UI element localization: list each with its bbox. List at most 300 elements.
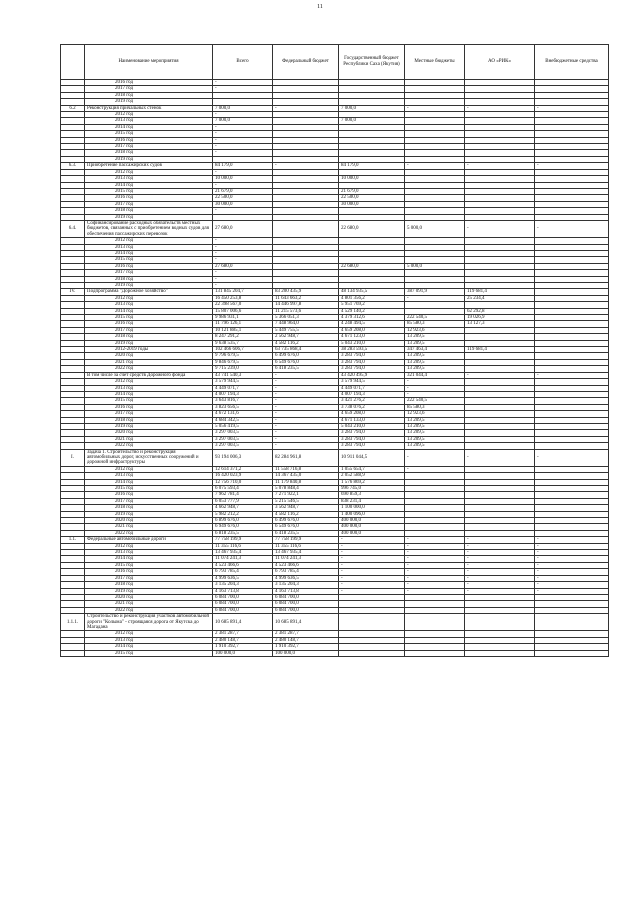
row-name: 2019 год [85,340,213,346]
cell-rik [465,650,535,656]
cell-total: 6 818 235,5 [213,530,273,536]
row-name: 2013 год [85,385,213,391]
row-name: 2015 год [85,257,213,263]
cell-federal: 11 215 573,6 [273,308,339,314]
cell-local: - [405,575,465,581]
cell-federal: 11 355 116,6 [273,543,339,549]
cell-local: - [405,163,465,169]
cell-federal: 5 449 755,5 [273,327,339,333]
cell-federal: 11 179 840,8 [273,479,339,485]
header-rik: АО «РИК» [465,45,535,80]
row-name: 2019 год [85,283,213,289]
cell-local: 13 209,5 [405,436,465,442]
cell-local [405,614,465,631]
row-name: Приобретение пассажирских судов [85,163,213,169]
cell-total: 16 450 253,8 [213,295,273,301]
row-name: 2014 год [85,250,213,256]
cell-state: 3 579 944,5 [339,379,405,385]
cell-total: 3 643 816,7 [213,398,273,404]
cell-state: - [339,543,405,549]
cell-federal: - [273,443,339,449]
row-name: 2014 год [85,124,213,130]
row-name: 2019 год [85,99,213,105]
cell-local: 13 209,5 [405,430,465,436]
row-name: 2021 год [85,359,213,365]
cell-total: - [213,276,273,282]
cell-state [339,614,405,631]
cell-state: 3 421 276,2 [339,398,405,404]
row-name: 2015 год [85,398,213,404]
cell-total: 4 662 948,7 [213,505,273,511]
row-name: 2022 год [85,530,213,536]
row-name: Софинансирование расходных обязательств местных бюджетов, связанных с приобретением водных судов для обеспечения пассажирских перевозок [85,220,213,237]
cell-state: 1 055 654,7 [339,466,405,472]
table-row [61,614,609,631]
cell-total: 12 756 710,0 [213,479,273,485]
cell-state: 5 951 769,2 [339,302,405,308]
cell-local: 222 540,5 [405,398,465,404]
cell-local: 321 044,4 [405,372,465,378]
cell-rik: - [465,575,535,581]
cell-total: - [213,257,273,263]
cell-total: 9 638 535,7 [213,340,273,346]
cell-state: - [339,537,405,543]
row-name: 2014 год [85,182,213,188]
cell-extrabudgetary: - [535,575,609,581]
cell-total: 6 084 700,0 [213,594,273,600]
cell-local: 13 209,5 [405,443,465,449]
cell-federal: 6 549 676,0 [273,524,339,530]
cell-state: 4 671 123,0 [339,334,405,340]
header-state-budget: Государственный бюджет Республики Саха (Якутия) [339,45,405,80]
cell-local: - [405,391,465,397]
row-name: 2017 год [85,575,213,581]
cell-federal: - [273,436,339,442]
row-name: 2018 год [85,208,213,214]
cell-total: 1 910 392,7 [213,644,273,650]
cell-local: - [405,379,465,385]
cell-total: 2 381 287,7 [213,631,273,637]
cell-total: 5 056 419,5 [213,423,273,429]
row-name: 2016 год [85,195,213,201]
cell-state: 4 379 312,6 [339,315,405,321]
table-row [61,220,609,237]
cell-rik [465,614,535,631]
cell-total: 10 121 885,1 [213,327,273,333]
cell-extrabudgetary: - [535,372,609,378]
cell-total: 11 355 116,6 [213,543,273,549]
row-name: 2015 год [85,315,213,321]
cell-total: - [213,270,273,276]
cell-total: 21 679,0 [213,188,273,194]
cell-local: - [405,556,465,562]
row-name: 2015 год [85,131,213,137]
cell-state: 838 231,4 [339,498,405,504]
row-name: 2016 год [85,404,213,410]
cell-total: 3 297 003,5 [213,430,273,436]
row-name: 2018 год [85,334,213,340]
cell-total: 22 398 567,0 [213,302,273,308]
cell-federal: 2 381 287,7 [273,631,339,637]
row-number: 6.3. [61,163,85,169]
cell-extrabudgetary: - [535,163,609,169]
cell-state [339,650,405,656]
cell-total: 6 084 700,0 [213,601,273,607]
cell-federal: 63 735 868,4 [273,347,339,353]
row-name: 2012 год [85,631,213,637]
cell-federal: 3 562 948,7 [273,505,339,511]
row-name: 2019 год [85,156,213,162]
cell-state: 4 659 208,0 [339,327,405,333]
cell-total: 4 163 713,8 [213,588,273,594]
cell-rik: 25 234,4 [465,295,535,301]
cell-total: - [213,283,273,289]
cell-federal: 7 448 964,0 [273,321,339,327]
row-name: 2020 год [85,594,213,600]
cell-federal: 6 084 700,0 [273,594,339,600]
row-name: 2017 год [85,201,213,207]
cell-state: 4 529 140,2 [339,308,405,314]
cell-total: 3 135 204,3 [213,582,273,588]
cell-state: 5 043 210,0 [339,340,405,346]
row-name: 2019 год [85,511,213,517]
row-name: 2014 год [85,556,213,562]
cell-state: 7 000,0 [339,118,405,124]
cell-state: 10 911 044,5 [339,449,405,466]
cell-local: 13 209,5 [405,366,465,372]
cell-total: 22 500,0 [213,195,273,201]
row-name: 2012 год [85,295,213,301]
cell-total: 9 796 679,5 [213,353,273,359]
row-name: 2021 год [85,436,213,442]
cell-federal: 2 562 948,7 [273,334,339,340]
cell-federal: 6 549 676,0 [273,359,339,365]
row-name: 2020 год [85,518,213,524]
cell-extrabudgetary: - [535,105,609,111]
cell-total: - [213,208,273,214]
cell-local: 12 923,6 [405,327,465,333]
cell-local: 387 091,9 [405,289,465,295]
row-name: 2016 год [85,137,213,143]
row-number: IV. [61,289,85,295]
cell-local: - [405,562,465,568]
row-name: 2014 год [85,391,213,397]
row-name: Федеральные автомобильные дороги [85,537,213,543]
cell-federal: 5 366 051,3 [273,315,339,321]
cell-state: 3 283 794,0 [339,353,405,359]
cell-federal: 77 758 199,9 [273,537,339,543]
budget-table [60,44,609,657]
row-name: Подпрограмма "Дорожное хозяйство" [85,289,213,295]
cell-local: 85 580,3 [405,321,465,327]
cell-total: - [213,182,273,188]
cell-federal: 10 685 891,4 [273,614,339,631]
row-name: 2012 год [85,379,213,385]
row-name: 2013 год [85,244,213,250]
row-name: 2012 год [85,112,213,118]
cell-state: 2 052 588,9 [339,473,405,479]
cell-state: 1 100 000,0 [339,505,405,511]
cell-local: 85 580,3 [405,404,465,410]
cell-total: - [213,169,273,175]
row-name: 2012-2019 годы [85,347,213,353]
cell-state: - [339,550,405,556]
cell-state: 3 283 794,0 [339,359,405,365]
cell-total: - [213,131,273,137]
cell-rik: 119 681,4 [465,289,535,295]
cell-federal: 5 215 546,5 [273,498,339,504]
cell-state: 1 576 869,2 [339,479,405,485]
cell-total: 77 758 199,9 [213,537,273,543]
cell-rik: 19 026,9 [465,315,535,321]
cell-local: 13 209,5 [405,340,465,346]
cell-federal: - [273,372,339,378]
cell-total: - [213,238,273,244]
header-federal-budget: Федеральный бюджет [273,45,339,80]
row-name: 2022 год [85,443,213,449]
cell-state: 38 283 593,5 [339,347,405,353]
cell-total: 3 823 656,5 [213,404,273,410]
cell-federal: 4 999 636,5 [273,575,339,581]
row-name: 2013 год [85,302,213,308]
row-name: 2015 год [85,188,213,194]
cell-federal: - [273,423,339,429]
cell-federal: - [273,417,339,423]
row-name: 2019 год [85,214,213,220]
row-name: 2018 год [85,150,213,156]
page-number: 11 [317,4,323,10]
row-name: 2017 год [85,411,213,417]
cell-local: 347 463,4 [405,347,465,353]
cell-state: 22 680,0 [339,220,405,237]
row-name: 2018 год [85,582,213,588]
cell-federal: 13 467 935,4 [273,550,339,556]
row-name: 2020 год [85,430,213,436]
cell-total: 3 297 003,5 [213,436,273,442]
cell-federal: 11 558 716,8 [273,466,339,472]
row-number: I. [61,449,85,466]
cell-state: 400 000,0 [339,518,405,524]
row-name: 2017 год [85,498,213,504]
cell-state: - [339,575,405,581]
cell-total: - [213,124,273,130]
row-number [61,650,85,656]
cell-rik: - [465,220,535,237]
cell-state: 4 007 194,3 [339,391,405,397]
cell-total: 6 793 785,4 [213,569,273,575]
cell-total: 8 247 291,2 [213,334,273,340]
cell-extrabudgetary: - [535,569,609,575]
cell-total: - [213,112,273,118]
cell-federal: - [273,391,339,397]
cell-total: - [213,144,273,150]
row-name: 2017 год [85,270,213,276]
cell-total: - [213,80,273,86]
cell-local: - [405,543,465,549]
cell-state: 996 745,0 [339,486,405,492]
cell-total: 12 614 371,2 [213,466,273,472]
cell-total: - [213,137,273,143]
row-number: 1.1. [61,537,85,543]
cell-state: 3 283 794,0 [339,436,405,442]
row-name: 2022 год [85,366,213,372]
cell-state: 4 659 208,0 [339,411,405,417]
cell-rik: - [465,543,535,549]
cell-total: 131 845 204,7 [213,289,273,295]
cell-extrabudgetary [535,614,609,631]
cell-state: 22 500,0 [339,195,405,201]
cell-extrabudgetary: - [535,537,609,543]
cell-federal [273,220,339,237]
cell-rik: - [465,537,535,543]
cell-rik: - [465,372,535,378]
cell-total: - [213,86,273,92]
cell-total: 6 949 676,0 [213,524,273,530]
cell-state: - [339,588,405,594]
cell-federal: 6 418 235,5 [273,530,339,536]
cell-extrabudgetary: - [535,449,609,466]
row-name: 2021 год [85,524,213,530]
cell-total: 4 999 636,5 [213,575,273,581]
cell-extrabudgetary: - [535,588,609,594]
cell-federal: 11 074 241,3 [273,556,339,562]
cell-total: 102 466 606,7 [213,347,273,353]
cell-state: - [339,562,405,568]
cell-rik: 13 127,3 [465,321,535,327]
row-name: 2013 год [85,550,213,556]
row-name: 2014 год [85,644,213,650]
cell-extrabudgetary: - [535,543,609,549]
cell-federal: 6 499 676,0 [273,518,339,524]
cell-state: 4 248 494,5 [339,321,405,327]
cell-state: 3 283 794,0 [339,443,405,449]
cell-rik: - [465,163,535,169]
row-name: 2012 год [85,238,213,244]
table-header-row [61,45,609,80]
cell-federal: 4 523 466,6 [273,562,339,568]
row-name: 2013 год [85,473,213,479]
cell-total: 7 000,0 [213,105,273,111]
cell-total: 5 982 212,2 [213,511,273,517]
cell-total: 11 796 126,1 [213,321,273,327]
cell-total: 100 000,0 [213,650,273,656]
cell-total: 16 420 023,9 [213,473,273,479]
row-name: 2015 год [85,486,213,492]
cell-federal: 6 084 700,0 [273,607,339,613]
cell-total: 11 074 241,3 [213,556,273,562]
cell-extrabudgetary: - [535,582,609,588]
cell-state: 3 283 794,0 [339,366,405,372]
cell-extrabudgetary: - [535,562,609,568]
cell-federal: - [273,385,339,391]
cell-local [405,650,465,656]
row-name: 2022 год [85,607,213,613]
cell-local: - [405,550,465,556]
cell-total: 3 579 944,5 [213,379,273,385]
cell-total: 6 053 777,9 [213,498,273,504]
cell-total: - [213,150,273,156]
cell-state: 7 000,0 [339,105,405,111]
cell-state: 21 679,0 [339,188,405,194]
cell-local: 13 209,5 [405,359,465,365]
row-name: 2018 год [85,276,213,282]
cell-state: 3 283 794,0 [339,430,405,436]
cell-federal: 7 271 922,1 [273,492,339,498]
cell-state: 400 000,0 [339,530,405,536]
cell-federal: 83 200 435,9 [273,289,339,295]
row-name: 2016 год [85,263,213,269]
cell-state: 3 738 076,2 [339,404,405,410]
cell-federal: 6 499 676,0 [273,353,339,359]
cell-total: 4 672 131,6 [213,411,273,417]
row-name: 2017 год [85,86,213,92]
row-name: 2017 год [85,327,213,333]
cell-federal: 100 000,0 [273,650,339,656]
cell-federal: 11 643 663,2 [273,295,339,301]
cell-federal: 14 367 435,0 [273,473,339,479]
table-row [61,650,609,656]
cell-rik: - [465,449,535,466]
cell-total: 6 084 700,0 [213,607,273,613]
header-total: Всего [213,45,273,80]
row-name: В том числе за счет средств Дорожного фонда [85,372,213,378]
cell-local: - [405,105,465,111]
header-extrabudgetary: Внебюджетные средства [535,45,609,80]
cell-total: 4 523 466,6 [213,562,273,568]
row-number: 6.4. [61,220,85,237]
cell-rik: - [465,105,535,111]
cell-local: 5 000,0 [405,263,465,269]
cell-state: 43 420 495,9 [339,372,405,378]
cell-rik: 62 292,8 [465,308,535,314]
cell-total: 3 297 003,5 [213,443,273,449]
row-name: Строительство и реконструкция участков автомобильной дороги "Колыма" - строящаяся дорога от Якутска до Магадана [85,614,213,631]
cell-state: 4 671 133,0 [339,417,405,423]
cell-total: 84 179,0 [213,163,273,169]
cell-rik: - [465,582,535,588]
cell-state: - [339,582,405,588]
cell-state: 1 400 096,0 [339,511,405,517]
row-name: 2013 год [85,176,213,182]
cell-federal: 6 418 235,5 [273,366,339,372]
table-row [61,449,609,466]
cell-federal: 4 582 116,2 [273,340,339,346]
row-name: 2019 год [85,423,213,429]
cell-federal: 4 163 713,8 [273,588,339,594]
row-number: 6.2 [61,105,85,111]
cell-federal: - [273,411,339,417]
row-number: 1.1.1. [61,614,85,631]
cell-federal: - [273,404,339,410]
cell-state: 4 801 356,2 [339,295,405,301]
cell-local: 13 209,5 [405,353,465,359]
row-name: 2020 год [85,353,213,359]
cell-rik: - [465,550,535,556]
cell-federal: 3 135 204,3 [273,582,339,588]
cell-extrabudgetary: - [535,220,609,237]
row-name: 2019 год [85,588,213,594]
cell-local: 13 209,5 [405,334,465,340]
header-activity-name: Наименование мероприятия [85,45,213,80]
cell-local: - [405,295,465,301]
row-name: 2016 год [85,321,213,327]
row-name: Реконструкция причальных стенок [85,105,213,111]
cell-rik: - [465,562,535,568]
row-name: 2015 год [85,650,213,656]
cell-state: 5 043 210,0 [339,423,405,429]
cell-state: - [339,569,405,575]
cell-federal: - [273,430,339,436]
